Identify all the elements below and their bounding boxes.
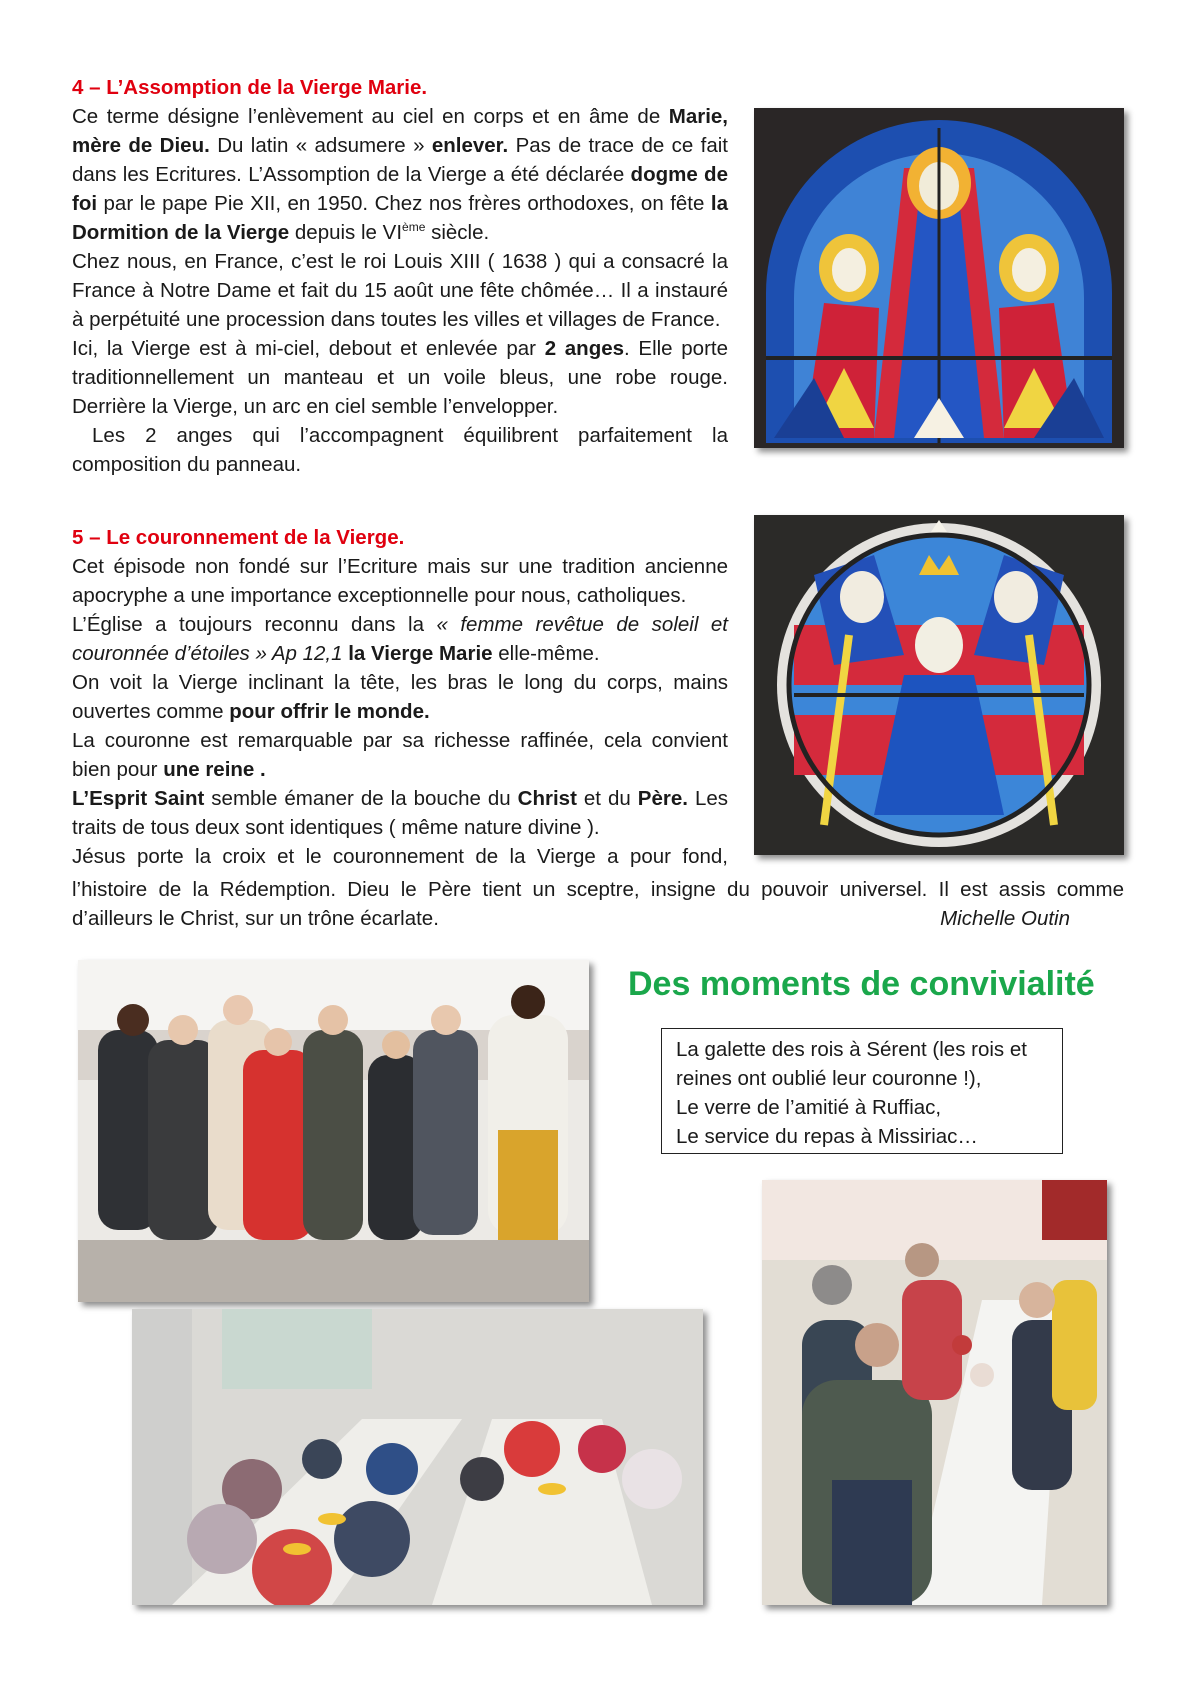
section5-paragraph-2: L’Église a toujours reconnu dans la « femme revêtue de soleil et couronnée d’étoiles » Ap 12,1 la Vierge Marie elle-même.	[72, 613, 728, 665]
caption-line: Le verre de l’amitié à Ruffiac,	[676, 1096, 942, 1119]
section4-heading: 4 – L’Assomption de la Vierge Marie.	[72, 76, 428, 99]
section4-paragraph-4: Les 2 anges qui l’accompagnent équilibrent parfaitement la composition du panneau.	[72, 424, 734, 476]
convivialite-caption-box	[661, 1028, 1063, 1154]
section5-paragraph-3: On voit la Vierge inclinant la tête, les bras le long du corps, mains ouvertes comme pour offrir le monde.	[72, 671, 728, 723]
section5-paragraph-4: La couronne est remarquable par sa richesse raffinée, cela convient bien pour une reine .	[72, 729, 728, 781]
author-signature: Michelle Outin	[940, 907, 1070, 930]
caption-line: La galette des rois à Sérent (les rois et	[676, 1038, 1027, 1061]
caption-line: reines ont oublié leur couronne !),	[676, 1067, 982, 1090]
section4-paragraph-1: Ce terme désigne l’enlèvement au ciel en corps et en âme de Marie, mère de Dieu. Du latin « adsumere » enlever. Pas de trace de ce fait dans les Ecritures. L’Assomption de la Vierge a été déclarée dogme de foi par le pape Pie XII, en 1950. Chez nos frères orthodoxes, on fête la Dormition de la Vierge depuis le VIème siècle.	[72, 105, 728, 244]
section5-paragraph-5: L’Esprit Saint semble émaner de la bouche du Christ et du Père. Les traits de tous deux sont identiques ( même nature divine ).	[72, 787, 728, 839]
section5-paragraph-1: Cet épisode non fondé sur l’Ecriture mais sur une tradition ancienne apocryphe a une importance exceptionnelle pour nous, catholiques.	[72, 555, 728, 607]
coronation-stained-glass-image	[754, 515, 1124, 855]
assumption-stained-glass-image	[754, 108, 1124, 448]
convivialite-title: Des moments de convivialité	[628, 965, 1095, 1003]
caption-line: Le service du repas à Missiriac…	[676, 1125, 978, 1148]
section4-paragraph-2: Chez nous, en France, c’est le roi Louis XIII ( 1638 ) qui a consacré la France à Notre Dame et fait du 15 août une fête chômée… Il a instauré à perpétuité une procession dans toutes les villes et villages de France.	[72, 250, 728, 331]
section5-text	[72, 523, 728, 871]
service-photo	[762, 1180, 1107, 1605]
section5-heading: 5 – Le couronnement de la Vierge.	[72, 526, 405, 549]
section4-paragraph-3: Ici, la Vierge est à mi-ciel, debout et enlevée par 2 anges. Elle porte traditionnellement un manteau et un voile bleus, une robe rouge. Derrière la Vierge, un arc en ciel semble l’envelopper.	[72, 337, 728, 418]
section5-paragraph-6-line-2: l’histoire de la Rédemption. Dieu le Père tient un sceptre, insigne du pouvoir universel. Il est assis comme	[72, 878, 1124, 901]
group-photo	[78, 960, 589, 1302]
section4-text	[72, 73, 734, 479]
meal-photo	[132, 1309, 703, 1605]
section5-paragraph-6-line-1: Jésus porte la croix et le couronnement de la Vierge a pour fond,	[72, 845, 728, 868]
section5-paragraph-6-line-3: d’ailleurs le Christ, sur un trône écarlate.	[72, 907, 439, 930]
